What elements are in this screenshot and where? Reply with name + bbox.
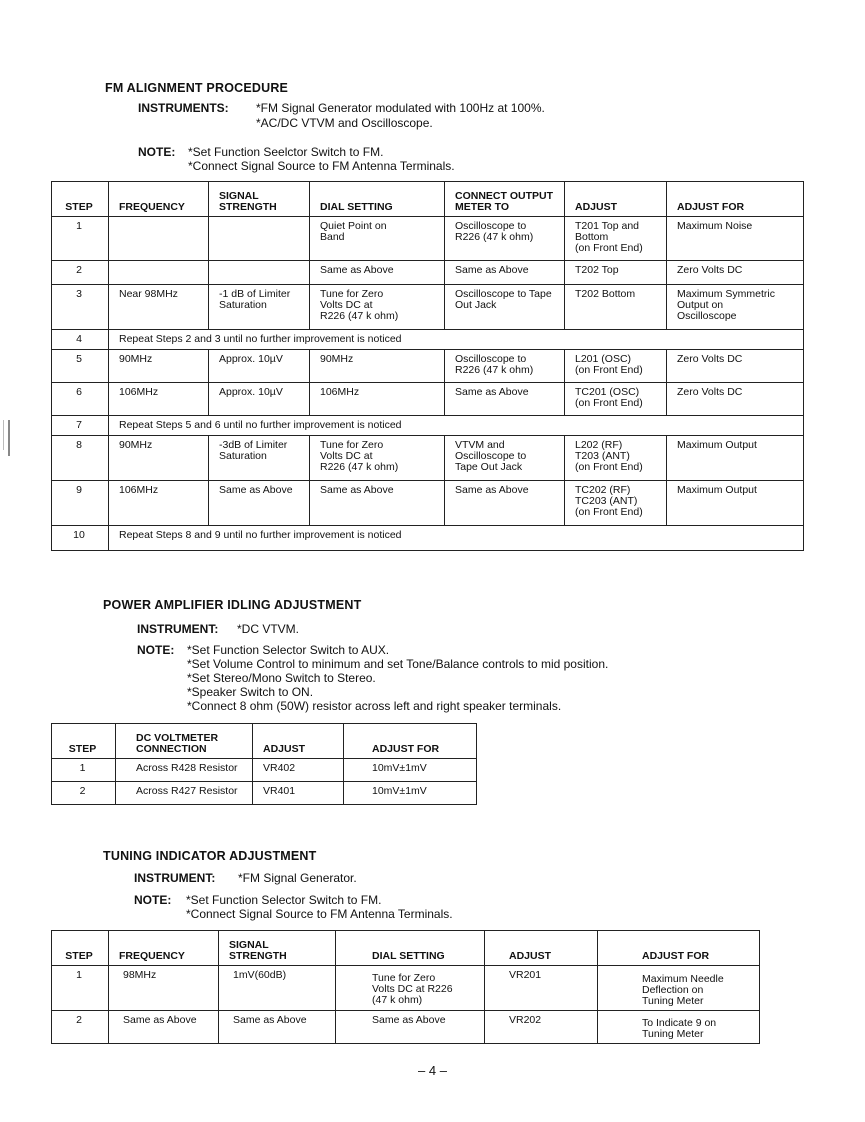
step-cell: 7	[52, 416, 109, 436]
adjust-cell: VR402	[253, 759, 344, 782]
step-cell: 8	[52, 436, 109, 481]
adjust-cell: TC202 (RF) TC203 (ANT) (on Front End)	[565, 481, 667, 526]
step-cell: 4	[52, 330, 109, 350]
fm-header-frequency: FREQUENCY	[109, 182, 209, 217]
ti-note-1: *Set Function Selector Switch to FM.	[186, 893, 382, 907]
signal-cell: -3dB of Limiter Saturation	[209, 436, 310, 481]
fm-instrument-2: *AC/DC VTVM and Oscilloscope.	[256, 116, 433, 130]
dial-cell: Same as Above	[310, 481, 445, 526]
fm-header-step: STEP	[52, 182, 109, 217]
step-cell: 1	[52, 759, 116, 782]
step-cell: 3	[52, 285, 109, 330]
fm-instruments-line-1	[138, 101, 545, 115]
adjust-for-cell: Maximum Noise	[667, 217, 804, 261]
ti-header-signal: SIGNAL STRENGTH	[219, 931, 336, 966]
adjust-for-cell: Maximum Output	[667, 436, 804, 481]
table-row	[52, 285, 804, 330]
adjust-cell: L201 (OSC) (on Front End)	[565, 350, 667, 383]
ti-adjustment-table	[51, 930, 760, 1044]
adjust-cell: L202 (RF) T203 (ANT) (on Front End)	[565, 436, 667, 481]
repeat-note-cell: Repeat Steps 8 and 9 until no further improvement is noticed	[109, 526, 804, 551]
repeat-note-cell: Repeat Steps 2 and 3 until no further improvement is noticed	[109, 330, 804, 350]
frequency-cell: 90MHz	[109, 350, 209, 383]
ti-note-label: NOTE:	[134, 893, 172, 907]
meter-cell: Oscilloscope to Tape Out Jack	[445, 285, 565, 330]
ti-section-title: TUNING INDICATOR ADJUSTMENT	[103, 849, 317, 863]
step-cell: 5	[52, 350, 109, 383]
adjust-for-cell: Zero Volts DC	[667, 350, 804, 383]
pa-note-line-1	[137, 643, 389, 657]
step-cell: 2	[52, 782, 116, 805]
connection-cell: Across R427 Resistor	[116, 782, 253, 805]
step-cell: 9	[52, 481, 109, 526]
table-row	[52, 759, 477, 782]
pa-instrument: *DC VTVM.	[237, 622, 300, 636]
signal-cell: Same as Above	[219, 1011, 336, 1044]
fm-header-adjust: ADJUST	[565, 182, 667, 217]
frequency-cell: Near 98MHz	[109, 285, 209, 330]
scan-mark	[3, 420, 4, 450]
ti-header-step: STEP	[52, 931, 109, 966]
dial-cell: 90MHz	[310, 350, 445, 383]
pa-header-adjust: ADJUST	[253, 724, 344, 759]
signal-cell: -1 dB of Limiter Saturation	[209, 285, 310, 330]
table-row	[52, 261, 804, 285]
meter-cell: Same as Above	[445, 383, 565, 416]
frequency-cell: 106MHz	[109, 383, 209, 416]
adjust-cell: TC201 (OSC) (on Front End)	[565, 383, 667, 416]
table-row	[52, 330, 804, 350]
ti-note-2: *Connect Signal Source to FM Antenna Terminals.	[186, 907, 453, 921]
table-row	[52, 526, 804, 551]
adjust-for-cell: Zero Volts DC	[667, 261, 804, 285]
dial-cell: Same as Above	[336, 1011, 485, 1044]
pa-note-2: *Set Volume Control to minimum and set Tone/Balance controls to mid position.	[187, 657, 609, 671]
table-row	[52, 966, 760, 1011]
table-row	[52, 782, 477, 805]
dial-cell: Tune for Zero Volts DC at R226 (47 k ohm)	[336, 966, 485, 1011]
signal-cell: Approx. 10µV	[209, 350, 310, 383]
ti-header-adjust: ADJUST	[485, 931, 598, 966]
meter-cell: Oscilloscope to R226 (47 k ohm)	[445, 350, 565, 383]
step-cell: 1	[52, 966, 109, 1011]
ti-note-line-1	[134, 893, 381, 907]
pa-instrument-line	[137, 622, 299, 636]
adjust-cell: VR401	[253, 782, 344, 805]
dial-cell: Tune for Zero Volts DC at R226 (47 k ohm)	[310, 436, 445, 481]
table-row	[52, 383, 804, 416]
dial-cell: Quiet Point on Band	[310, 217, 445, 261]
step-cell: 2	[52, 261, 109, 285]
frequency-cell: 98MHz	[109, 966, 219, 1011]
page-number: – 4 –	[418, 1063, 447, 1078]
table-row	[52, 217, 804, 261]
table-row	[52, 350, 804, 383]
fm-header-signal: SIGNAL STRENGTH	[209, 182, 310, 217]
meter-cell: Same as Above	[445, 261, 565, 285]
pa-adjustment-table	[51, 723, 477, 805]
ti-instrument-line	[134, 871, 357, 885]
ti-instrument: *FM Signal Generator.	[238, 871, 357, 885]
fm-section-title: FM ALIGNMENT PROCEDURE	[105, 81, 289, 95]
fm-note-line-1	[138, 145, 383, 159]
table-row	[52, 416, 804, 436]
signal-cell	[209, 217, 310, 261]
frequency-cell: Same as Above	[109, 1011, 219, 1044]
ti-header-dial: DIAL SETTING	[336, 931, 485, 966]
frequency-cell: 90MHz	[109, 436, 209, 481]
signal-cell: 1mV(60dB)	[219, 966, 336, 1011]
adjust-cell: VR201	[485, 966, 598, 1011]
meter-cell: VTVM and Oscilloscope to Tape Out Jack	[445, 436, 565, 481]
dial-cell: 106MHz	[310, 383, 445, 416]
table-row	[52, 481, 804, 526]
fm-instruments-label: INSTRUMENTS:	[138, 101, 229, 115]
meter-cell: Oscilloscope to R226 (47 k ohm)	[445, 217, 565, 261]
fm-alignment-table	[51, 181, 804, 551]
signal-cell: Approx. 10µV	[209, 383, 310, 416]
adjust-cell: T202 Top	[565, 261, 667, 285]
ti-header-adjust-for: ADJUST FOR	[598, 931, 760, 966]
pa-header-step: STEP	[52, 724, 116, 759]
fm-header-meter: CONNECT OUTPUT METER TO	[445, 182, 565, 217]
dial-cell: Tune for Zero Volts DC at R226 (47 k ohm)	[310, 285, 445, 330]
pa-header-adjust-for: ADJUST FOR	[344, 724, 477, 759]
repeat-note-cell: Repeat Steps 5 and 6 until no further improvement is noticed	[109, 416, 804, 436]
pa-section-title: POWER AMPLIFIER IDLING ADJUSTMENT	[103, 598, 362, 612]
signal-cell	[209, 261, 310, 285]
fm-note-1: *Set Function Seelctor Switch to FM.	[188, 145, 384, 159]
ti-header-frequency: FREQUENCY	[109, 931, 219, 966]
adjust-for-cell: Zero Volts DC	[667, 383, 804, 416]
step-cell: 1	[52, 217, 109, 261]
meter-cell: Same as Above	[445, 481, 565, 526]
adjust-for-cell: Maximum Needle Deflection on Tuning Meter	[598, 966, 760, 1011]
table-row	[52, 1011, 760, 1044]
table-row	[52, 436, 804, 481]
signal-cell: Same as Above	[209, 481, 310, 526]
fm-note-2: *Connect Signal Source to FM Antenna Terminals.	[188, 159, 455, 173]
adjust-for-cell: 10mV±1mV	[344, 759, 477, 782]
fm-note-label: NOTE:	[138, 145, 176, 159]
adjust-for-cell: To Indicate 9 on Tuning Meter	[598, 1011, 760, 1044]
pa-note-4: *Speaker Switch to ON.	[187, 685, 314, 699]
frequency-cell	[109, 261, 209, 285]
pa-note-label: NOTE:	[137, 643, 175, 657]
adjust-cell: VR202	[485, 1011, 598, 1044]
pa-note-5: *Connect 8 ohm (50W) resistor across left and right speaker terminals.	[187, 699, 562, 713]
dial-cell: Same as Above	[310, 261, 445, 285]
adjust-cell: T202 Bottom	[565, 285, 667, 330]
fm-instrument-1: *FM Signal Generator modulated with 100Hz at 100%.	[256, 101, 545, 115]
scan-mark	[8, 420, 10, 456]
pa-note-3: *Set Stereo/Mono Switch to Stereo.	[187, 671, 376, 685]
adjust-for-cell: Maximum Symmetric Output on Oscilloscope	[667, 285, 804, 330]
pa-note-1: *Set Function Selector Switch to AUX.	[187, 643, 390, 657]
frequency-cell: 106MHz	[109, 481, 209, 526]
adjust-for-cell: 10mV±1mV	[344, 782, 477, 805]
ti-instrument-label: INSTRUMENT:	[134, 871, 216, 885]
frequency-cell	[109, 217, 209, 261]
pa-header-connection: DC VOLTMETER CONNECTION	[116, 724, 253, 759]
step-cell: 2	[52, 1011, 109, 1044]
step-cell: 10	[52, 526, 109, 551]
fm-header-adjust-for: ADJUST FOR	[667, 182, 804, 217]
step-cell: 6	[52, 383, 109, 416]
fm-header-dial: DIAL SETTING	[310, 182, 445, 217]
adjust-for-cell: Maximum Output	[667, 481, 804, 526]
connection-cell: Across R428 Resistor	[116, 759, 253, 782]
pa-instrument-label: INSTRUMENT:	[137, 622, 219, 636]
adjust-cell: T201 Top and Bottom (on Front End)	[565, 217, 667, 261]
